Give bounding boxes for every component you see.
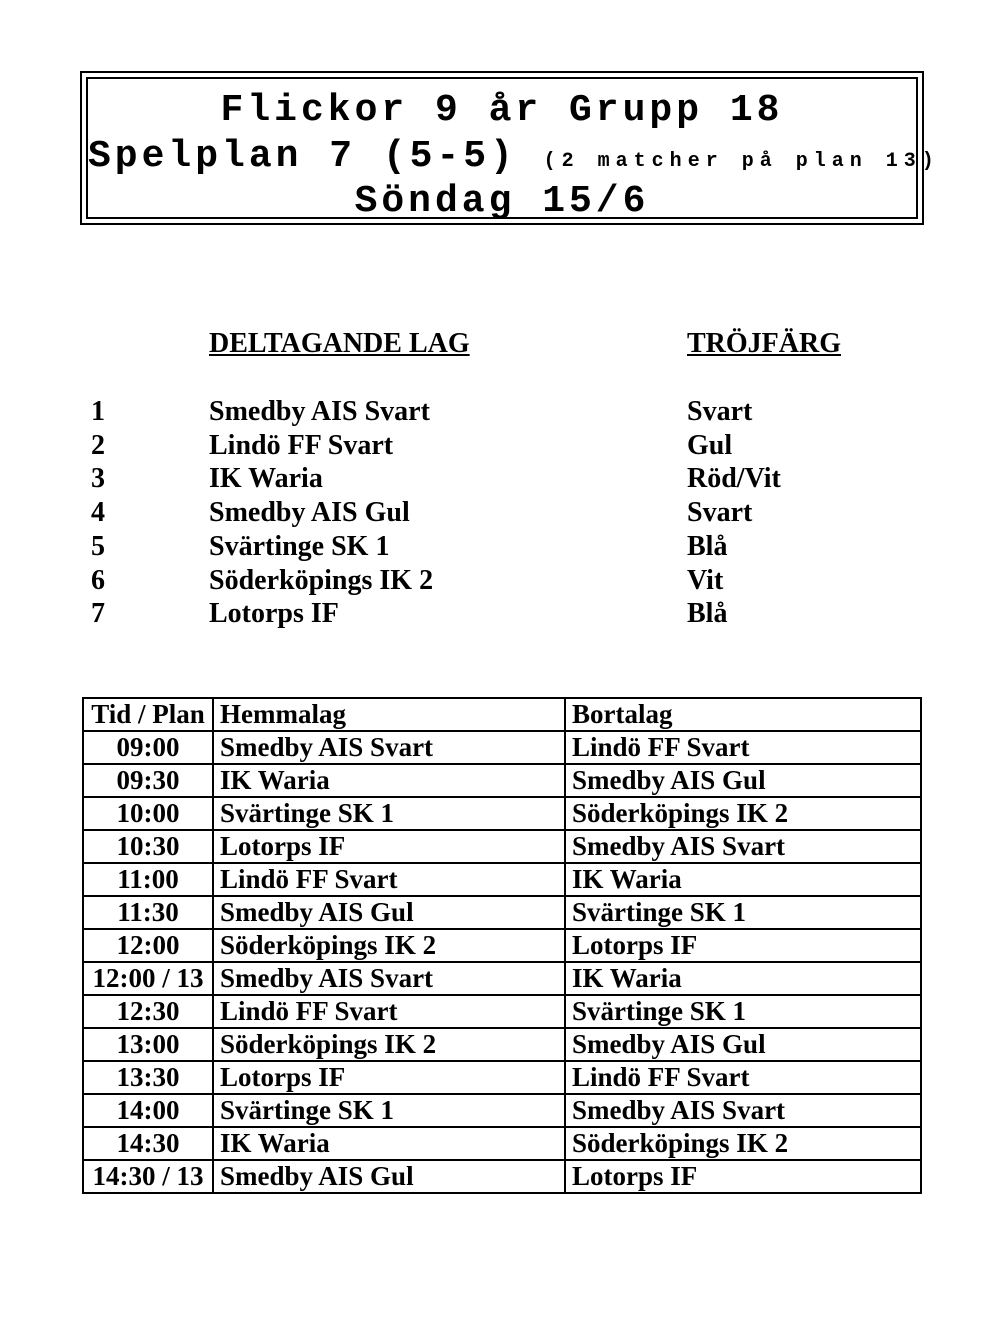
match-schedule-table xyxy=(82,697,922,1194)
table-row xyxy=(83,1127,921,1160)
field-note: (2 matcher på plan 13) xyxy=(543,150,940,173)
team-number: 4 xyxy=(91,497,105,528)
home-team: Smedby AIS Svart xyxy=(213,962,565,995)
title-line-group: Flickor 9 år Grupp 18 xyxy=(220,89,784,132)
match-time: 12:00 / 13 xyxy=(83,962,213,995)
team-row xyxy=(0,531,1000,565)
team-row xyxy=(0,430,1000,464)
table-row xyxy=(83,764,921,797)
table-row xyxy=(83,1160,921,1193)
table-row xyxy=(83,995,921,1028)
team-number: 2 xyxy=(91,430,105,461)
team-color: Gul xyxy=(687,430,733,461)
away-team: Lotorps IF xyxy=(565,929,921,962)
away-team: Lindö FF Svart xyxy=(565,731,921,764)
team-name: Lindö FF Svart xyxy=(209,430,394,461)
column-header-time: Tid / Plan xyxy=(83,698,213,731)
away-team: Söderköpings IK 2 xyxy=(565,797,921,830)
match-time: 14:30 xyxy=(83,1127,213,1160)
away-team: Smedby AIS Gul xyxy=(565,764,921,797)
match-time: 10:30 xyxy=(83,830,213,863)
title-line-field xyxy=(88,135,940,178)
team-name: Smedby AIS Svart xyxy=(209,396,430,427)
teams-column-header: DELTAGANDE LAG xyxy=(209,328,470,359)
away-team: Smedby AIS Svart xyxy=(565,830,921,863)
team-color: Blå xyxy=(687,531,728,562)
table-header-row xyxy=(83,698,921,731)
title-line-date: Söndag 15/6 xyxy=(354,180,650,223)
table-row xyxy=(83,962,921,995)
table-row xyxy=(83,1094,921,1127)
team-color: Röd/Vit xyxy=(687,463,781,494)
team-row xyxy=(0,396,1000,430)
home-team: Söderköpings IK 2 xyxy=(213,929,565,962)
color-column-header: TRÖJFÄRG xyxy=(687,328,841,359)
title-box-inner-border xyxy=(86,77,940,223)
home-team: Söderköpings IK 2 xyxy=(213,1028,565,1061)
column-header-away: Bortalag xyxy=(565,698,921,731)
home-team: Smedby AIS Gul xyxy=(213,896,565,929)
match-time: 12:30 xyxy=(83,995,213,1028)
team-color: Vit xyxy=(687,565,724,596)
table-row xyxy=(83,929,921,962)
field-label: Spelplan 7 (5-5) xyxy=(88,135,517,178)
table-row xyxy=(83,731,921,764)
table-row xyxy=(83,896,921,929)
away-team: IK Waria xyxy=(565,962,921,995)
home-team: Lindö FF Svart xyxy=(213,863,565,896)
match-time: 12:00 xyxy=(83,929,213,962)
team-color: Svart xyxy=(687,497,753,528)
table-row xyxy=(83,1061,921,1094)
away-team: Söderköpings IK 2 xyxy=(565,1127,921,1160)
team-number: 3 xyxy=(91,463,105,494)
match-time: 09:30 xyxy=(83,764,213,797)
team-number: 7 xyxy=(91,598,105,629)
home-team: Svärtinge SK 1 xyxy=(213,1094,565,1127)
team-color: Blå xyxy=(687,598,728,629)
home-team: Smedby AIS Svart xyxy=(213,731,565,764)
away-team: IK Waria xyxy=(565,863,921,896)
team-color: Svart xyxy=(687,396,753,427)
match-time: 09:00 xyxy=(83,731,213,764)
team-row xyxy=(0,497,1000,531)
team-name: Lotorps IF xyxy=(209,598,339,629)
match-time: 10:00 xyxy=(83,797,213,830)
home-team: Svärtinge SK 1 xyxy=(213,797,565,830)
match-time: 13:00 xyxy=(83,1028,213,1061)
away-team: Smedby AIS Gul xyxy=(565,1028,921,1061)
away-team: Lindö FF Svart xyxy=(565,1061,921,1094)
home-team: IK Waria xyxy=(213,1127,565,1160)
team-name: Söderköpings IK 2 xyxy=(209,565,434,596)
table-row xyxy=(83,797,921,830)
column-header-home: Hemmalag xyxy=(213,698,565,731)
home-team: Lotorps IF xyxy=(213,1061,565,1094)
away-team: Smedby AIS Svart xyxy=(565,1094,921,1127)
team-number: 5 xyxy=(91,531,105,562)
table-row xyxy=(83,830,921,863)
match-time: 11:30 xyxy=(83,896,213,929)
match-time: 14:30 / 13 xyxy=(83,1160,213,1193)
away-team: Svärtinge SK 1 xyxy=(565,896,921,929)
away-team: Svärtinge SK 1 xyxy=(565,995,921,1028)
team-number: 1 xyxy=(91,396,105,427)
match-time: 13:30 xyxy=(83,1061,213,1094)
team-row xyxy=(0,565,1000,599)
home-team: Smedby AIS Gul xyxy=(213,1160,565,1193)
team-row xyxy=(0,463,1000,497)
table-row xyxy=(83,863,921,896)
home-team: IK Waria xyxy=(213,764,565,797)
team-name: Svärtinge SK 1 xyxy=(209,531,390,562)
title-box xyxy=(80,71,940,225)
away-team: Lotorps IF xyxy=(565,1160,921,1193)
team-name: IK Waria xyxy=(209,463,323,494)
match-time: 14:00 xyxy=(83,1094,213,1127)
team-row xyxy=(0,598,1000,632)
table-row xyxy=(83,1028,921,1061)
home-team: Lindö FF Svart xyxy=(213,995,565,1028)
match-time: 11:00 xyxy=(83,863,213,896)
team-name: Smedby AIS Gul xyxy=(209,497,410,528)
team-number: 6 xyxy=(91,565,105,596)
home-team: Lotorps IF xyxy=(213,830,565,863)
